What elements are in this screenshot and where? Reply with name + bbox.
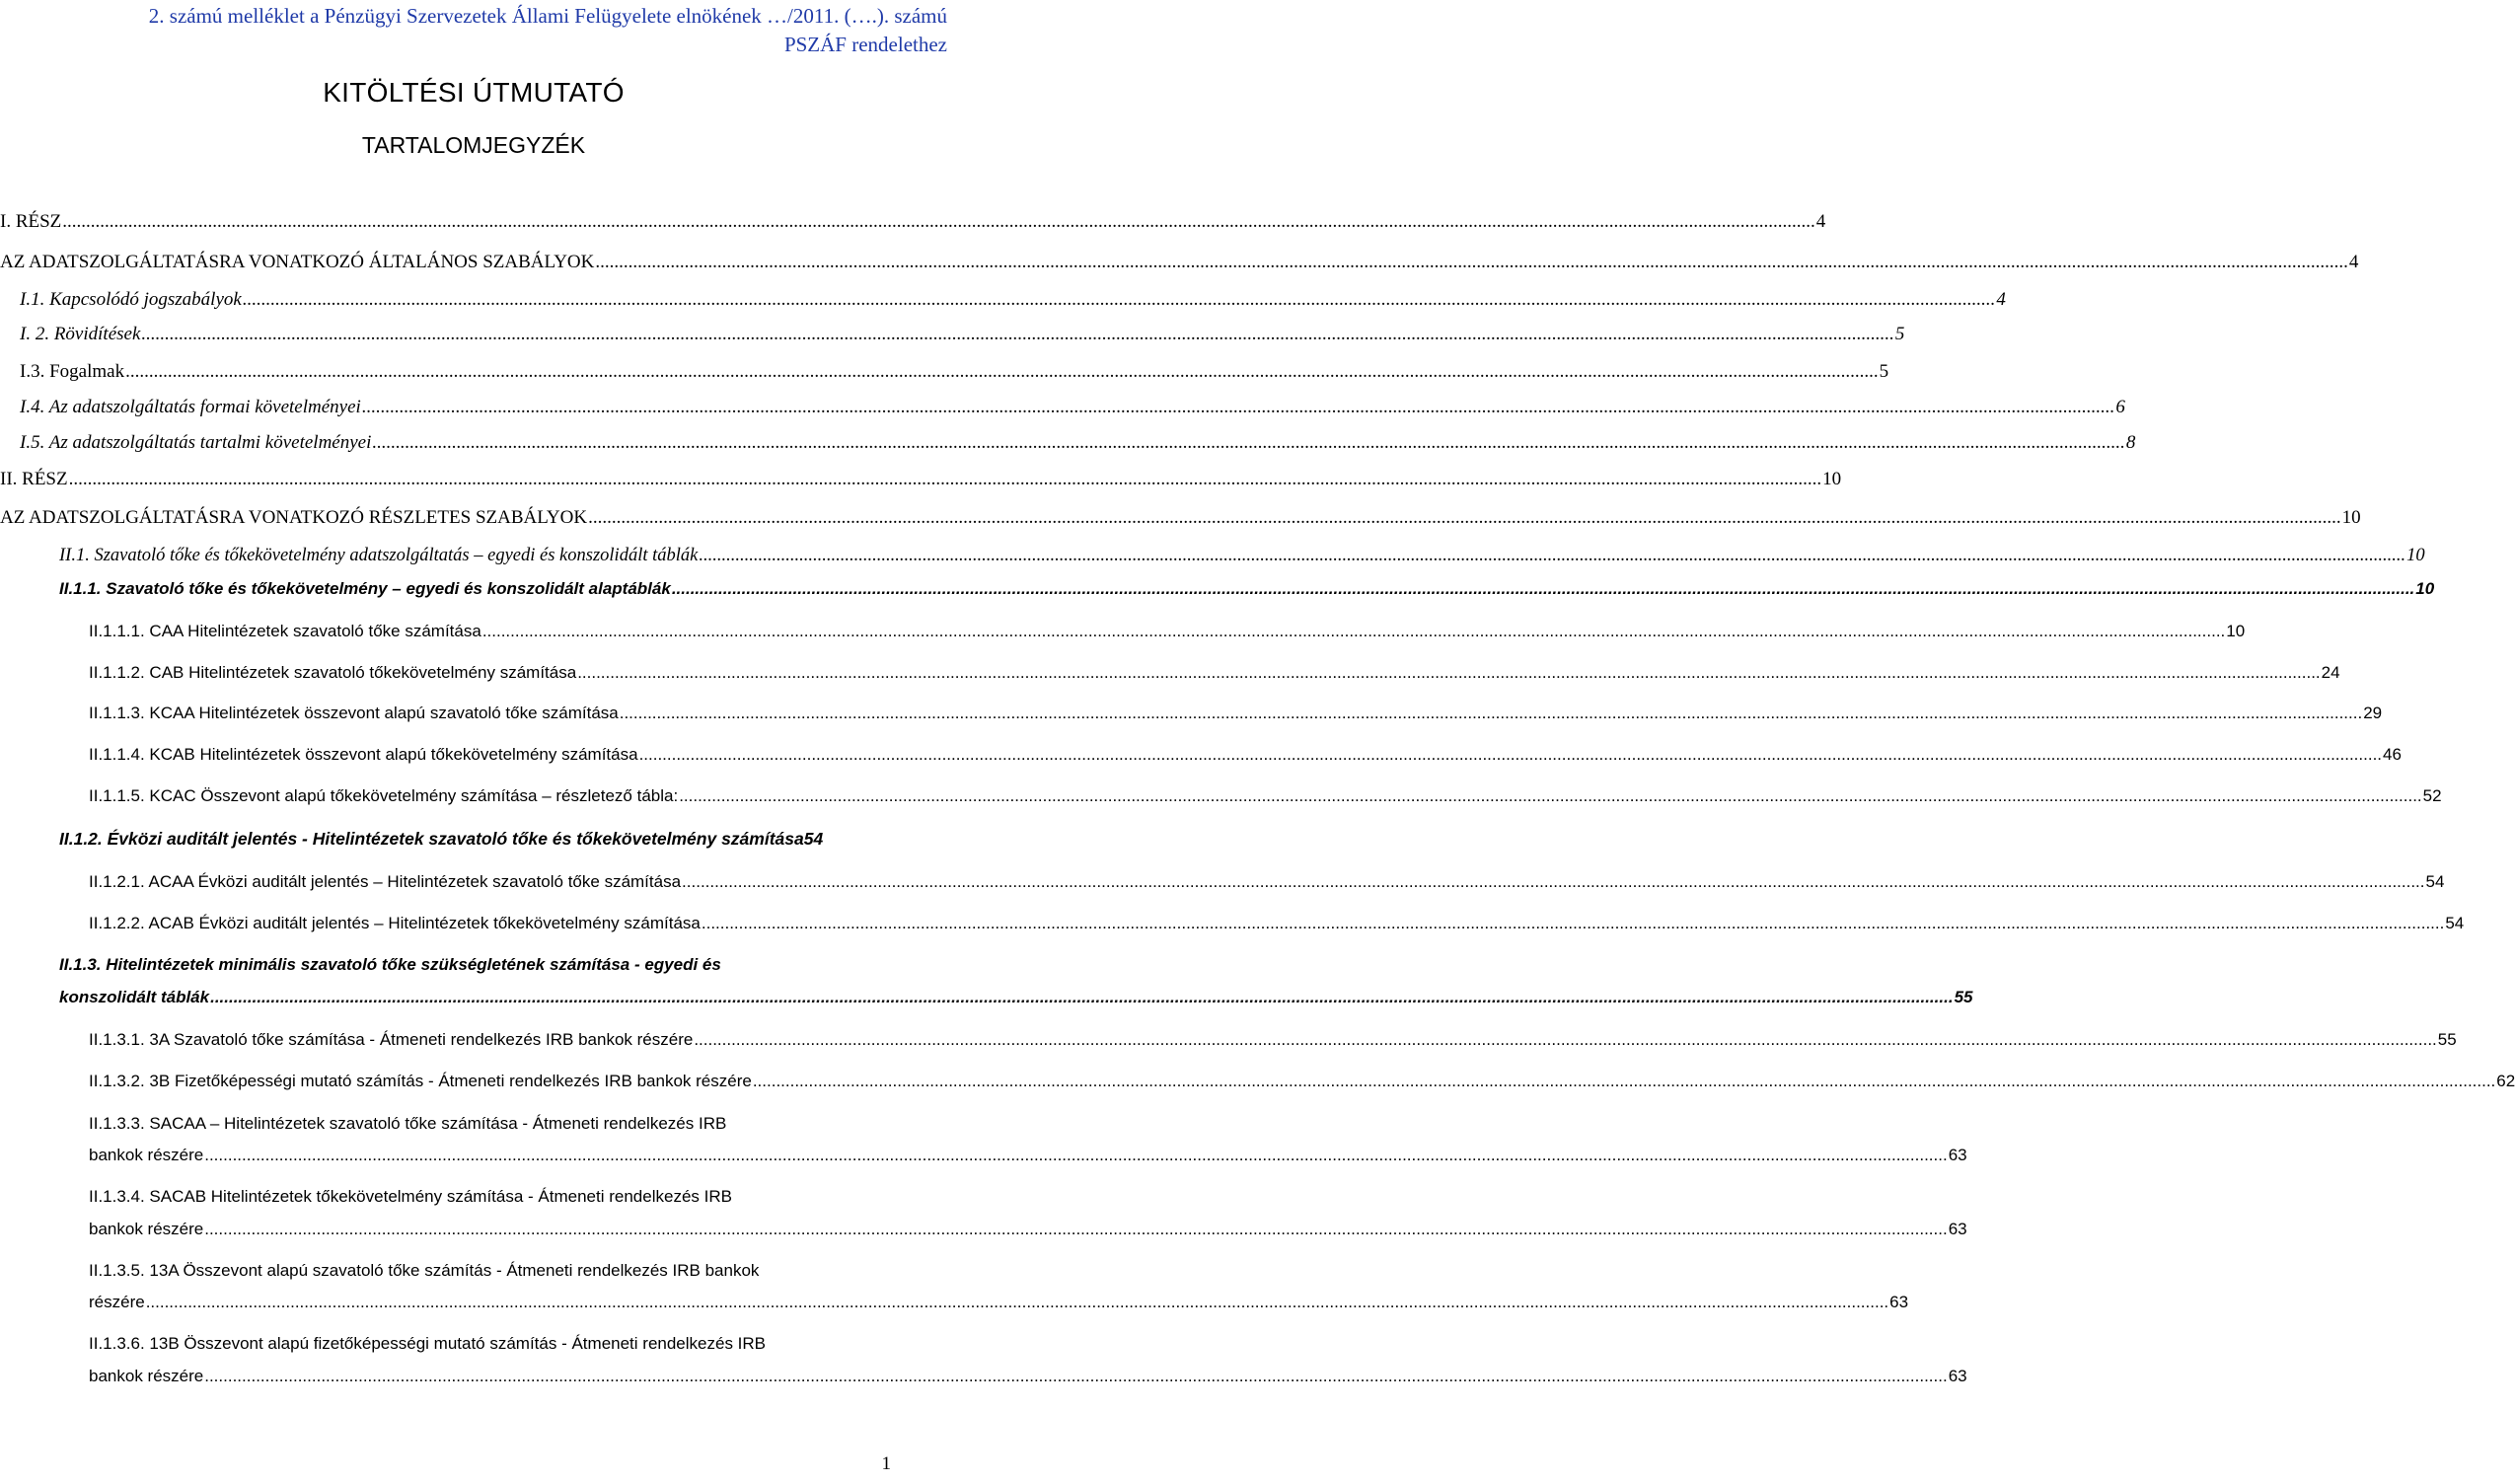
- dot-leader: [639, 745, 2382, 765]
- toc-entry[interactable]: II.1.1.4. KCAB Hitelintézetek összevont alapú tőkekövetelmény számítása ..... 46: [89, 745, 949, 765]
- toc-page-number: 62: [2496, 1072, 2515, 1090]
- toc-page-number: 46: [2383, 745, 2402, 764]
- toc-entry[interactable]: I.5. Az adatszolgáltatás tartalmi követelményei ..... 8: [20, 432, 949, 454]
- toc-page-number: 4: [2348, 252, 2359, 272]
- dot-leader: [672, 579, 2414, 599]
- dot-leader: [620, 704, 2362, 723]
- toc-entry[interactable]: II.1.1. Szavatoló tőke és tőkekövetelmény – egyedi és konszolidált alaptáblák ..... 10: [59, 579, 929, 599]
- toc-entry[interactable]: II.1.2.2. ACAB Évközi auditált jelentés – Hitelintézetek tőkekövetelmény számítása ..... 54: [89, 914, 949, 933]
- toc-entry-first-line[interactable]: II.1.3.6. 13B Összevont alapú fizetőképességi mutató számítás - Átmeneti rendelkezés IRB: [89, 1334, 767, 1353]
- dot-leader: [146, 1293, 1888, 1312]
- dot-leader: [679, 786, 2421, 806]
- toc-page-number: 10: [2341, 507, 2361, 528]
- toc-entry[interactable]: II.1.1.5. KCAC Összevont alapú tőkekövetelmény számítása – részletező tábla: ..... 52: [89, 786, 949, 806]
- toc-page-number: 63: [1948, 1220, 1967, 1238]
- toc-entry[interactable]: II.1.3.2. 3B Fizetőképességi mutató számítás - Átmeneti rendelkezés IRB bankok részére ..... 62: [89, 1072, 949, 1091]
- toc-page-number: 55: [1954, 988, 1973, 1006]
- toc-entry[interactable]: I. RÉSZ ..... 4: [0, 211, 949, 233]
- toc-entry[interactable]: II.1.1.2. CAB Hitelintézetek szavatoló tőkekövetelmény számítása ..... 24: [89, 663, 949, 683]
- toc-entry-first-line[interactable]: II.1.3.4. SACAB Hitelintézetek tőkekövetelmény számítása - Átmeneti rendelkezés IRB: [89, 1187, 732, 1206]
- toc-page-number: 10: [2226, 622, 2246, 640]
- toc-entry[interactable]: I.1. Kapcsolódó jogszabályok ..... 4: [20, 289, 949, 311]
- toc-entry[interactable]: II.1.1.3. KCAA Hitelintézetek összevont alapú szavatoló tőke számítása ..... 29: [89, 704, 949, 723]
- toc-page-number: 55: [2437, 1030, 2457, 1049]
- toc-heading: TARTALOMJEGYZÉK: [361, 132, 586, 158]
- toc-entry[interactable]: II.1.3.1. 3A Szavatoló tőke számítása - Átmeneti rendelkezés IRB bankok részére ..... 55: [89, 1030, 949, 1050]
- dot-leader: [694, 1030, 2436, 1050]
- toc-entry[interactable]: II. RÉSZ ..... 10: [0, 469, 949, 490]
- toc-entry-first-line[interactable]: II.1.3.5. 13A Összevont alapú szavatoló tőke számítás - Átmeneti rendelkezés IRB bankok: [89, 1261, 760, 1280]
- dot-leader: [753, 1072, 2495, 1091]
- dot-leader: [362, 397, 2115, 418]
- page-number: 1: [881, 1453, 891, 1474]
- toc-page-number: 10: [2406, 546, 2425, 565]
- document-title: KITÖLTÉSI ÚTMUTATÓ: [323, 77, 625, 108]
- toc-page-number: 4: [1996, 289, 2006, 310]
- toc-entry[interactable]: AZ ADATSZOLGÁLTATÁSRA VONATKOZÓ ÁLTALÁNOS SZABÁLYOK ..... 4: [0, 252, 949, 273]
- toc-entry[interactable]: II.1.2.1. ACAA Évközi auditált jelentés – Hitelintézetek szavatoló tőke számítása ..... 54: [89, 872, 949, 892]
- dot-leader: [210, 988, 1953, 1007]
- toc-page-number: 63: [1948, 1367, 1967, 1385]
- toc-entry-first-line[interactable]: II.1.3. Hitelintézetek minimális szavatoló tőke szükségletének számítása - egyedi és: [59, 955, 721, 974]
- toc-entry[interactable]: II.1.1.1. CAA Hitelintézetek szavatoló tőke számítása ..... 10: [89, 622, 949, 641]
- toc-page-number: 8: [2125, 432, 2136, 453]
- page-header: [0, 2, 947, 59]
- toc-page-number: 63: [1889, 1293, 1909, 1311]
- dot-leader: [125, 361, 1879, 383]
- header-line-1: 2. számú melléklet a Pénzügyi Szervezetek Állami Felügyelete elnökének …/2011. (….). számú: [148, 4, 947, 28]
- toc-entry[interactable]: AZ ADATSZOLGÁLTATÁSRA VONATKOZÓ RÉSZLETES SZABÁLYOK ..... 10: [0, 507, 949, 529]
- toc-page-number: 6: [2115, 397, 2125, 417]
- toc-entry[interactable]: bankok részére ..... 63: [89, 1220, 949, 1239]
- dot-leader: [204, 1220, 1947, 1239]
- toc-page-number: 52: [2422, 786, 2442, 805]
- dot-leader: [682, 872, 2424, 892]
- toc-entry[interactable]: II.1. Szavatoló tőke és tőkekövetelmény adatszolgáltatás – egyedi és konszolidált táblák ..... 10: [59, 546, 949, 566]
- toc-entry[interactable]: I. 2. Rövidítések ..... 5: [20, 324, 949, 345]
- toc-entry[interactable]: bankok részére ..... 63: [89, 1367, 949, 1386]
- dot-leader: [702, 914, 2444, 933]
- dot-leader: [141, 324, 1894, 345]
- dot-leader: [204, 1146, 1947, 1165]
- dot-leader: [577, 663, 2320, 683]
- toc-page-number: 29: [2363, 704, 2383, 722]
- toc-page-number: 24: [2321, 663, 2340, 682]
- toc-entry[interactable]: bankok részére ..... 63: [89, 1146, 949, 1165]
- toc-entry[interactable]: konszolidált táblák ..... 55: [59, 988, 929, 1007]
- toc-page-number: 54: [803, 829, 824, 849]
- toc-page-number: 10: [1822, 469, 1842, 489]
- toc-page-number: 5: [1894, 324, 1905, 344]
- dot-leader: [62, 211, 1815, 233]
- toc-entry[interactable]: I.4. Az adatszolgáltatás formai követelményei ..... 6: [20, 397, 949, 418]
- dot-leader: [204, 1367, 1947, 1386]
- dot-leader: [69, 469, 1822, 490]
- dot-leader: [243, 289, 1996, 311]
- toc-entry[interactable]: I.3. Fogalmak ..... 5: [20, 361, 949, 383]
- dot-leader: [482, 622, 2225, 641]
- header-line-2: PSZÁF rendelethez: [783, 33, 947, 56]
- dot-leader: [699, 546, 2405, 566]
- dot-leader: [372, 432, 2125, 454]
- toc-page-number: 54: [2425, 872, 2445, 891]
- toc-page-number: 5: [1879, 361, 1889, 382]
- dot-leader: [595, 252, 2348, 273]
- toc-entry[interactable]: részére ..... 63: [89, 1293, 949, 1312]
- toc-page-number: 4: [1815, 211, 1826, 232]
- toc-entry[interactable]: II.1.2. Évközi auditált jelentés - Hitelintézetek szavatoló tőke és tőkekövetelmény számítása 54: [59, 829, 824, 849]
- dot-leader: [588, 507, 2341, 529]
- toc-page-number: 10: [2415, 579, 2435, 598]
- toc-page-number: 63: [1948, 1146, 1967, 1164]
- toc-entry-first-line[interactable]: II.1.3.3. SACAA – Hitelintézetek szavatoló tőke számítása - Átmeneti rendelkezés IRB: [89, 1114, 727, 1133]
- toc-page-number: 54: [2445, 914, 2465, 932]
